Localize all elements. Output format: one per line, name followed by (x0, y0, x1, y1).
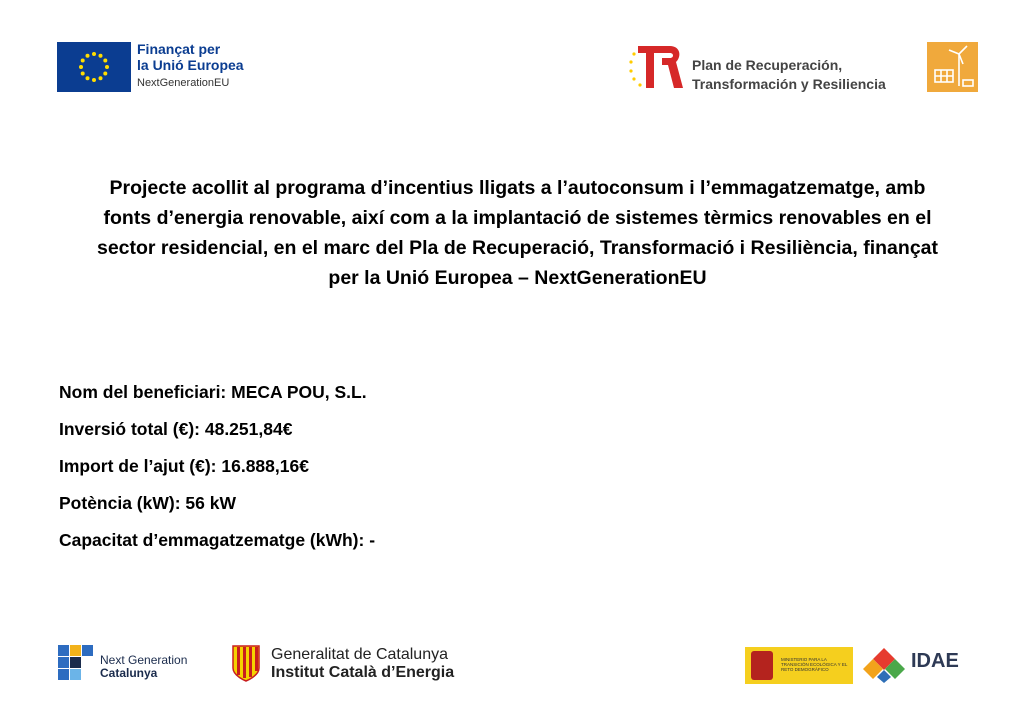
ministry-label: MINISTERIO PARA LA TRANSICIÓN ECOLÓGICA Y EL RETO DEMOGRÁFICO (781, 657, 848, 672)
headline-line1: Projecte acollit al programa d’incentius lligats a l’autoconsum i l’emmagatzematge, amb (109, 177, 926, 199)
eu-funding-line2: la Unió Europea (137, 57, 244, 73)
ministry-logo (745, 647, 853, 684)
idae-label: IDAE (911, 650, 959, 672)
next-generation-catalunya-label (100, 654, 187, 680)
total-investment-row: Inversió total (€): 48.251,84€ (59, 419, 293, 439)
headline-line2: fonts d’energia renovable, així com a la implantació de sistemes tèrmics renovables en el (103, 207, 932, 229)
eu-funding-line1: Finançat per (137, 41, 221, 57)
power-row: Potència (kW): 56 kW (59, 493, 236, 513)
wind-solar-icon (927, 42, 978, 92)
prtr-line2: Transformación y Resiliencia (692, 76, 886, 92)
project-details (59, 374, 375, 559)
eu-funding-label (137, 41, 244, 89)
prtr-logo-icon (628, 40, 684, 90)
storage-capacity-row: Capacitat d’emmagatzematge (kWh): - (59, 530, 376, 550)
prtr-line1: Plan de Recuperación, (692, 57, 843, 73)
beneficiary-row: Nom del beneficiari: MECA POU, S.L. (59, 382, 367, 402)
generalitat-emblem-icon (231, 644, 261, 682)
idae-logo-icon (861, 646, 907, 684)
prtr-logo-label (692, 56, 886, 94)
project-description (50, 173, 985, 293)
eu-funding-line3: NextGenerationEU (137, 77, 230, 89)
next-generation-catalunya-icon (58, 645, 94, 681)
generalitat-line1: Generalitat de Catalunya (271, 646, 448, 663)
ngc-line2: Catalunya (100, 666, 158, 680)
headline-line3: sector residencial, en el marc del Pla de Recuperació, Transformació i Resiliència, finançat (96, 237, 938, 259)
ngc-line1: Next Generation (100, 653, 188, 667)
eu-flag-icon (57, 42, 131, 92)
headline-line4: per la Unió Europea – NextGenerationEU (328, 267, 707, 289)
generalitat-line2: Institut Català d’Energia (271, 664, 455, 681)
aid-amount-row: Import de l’ajut (€): 16.888,16€ (59, 456, 309, 476)
generalitat-label (271, 646, 454, 682)
spain-crest-icon (751, 651, 773, 680)
